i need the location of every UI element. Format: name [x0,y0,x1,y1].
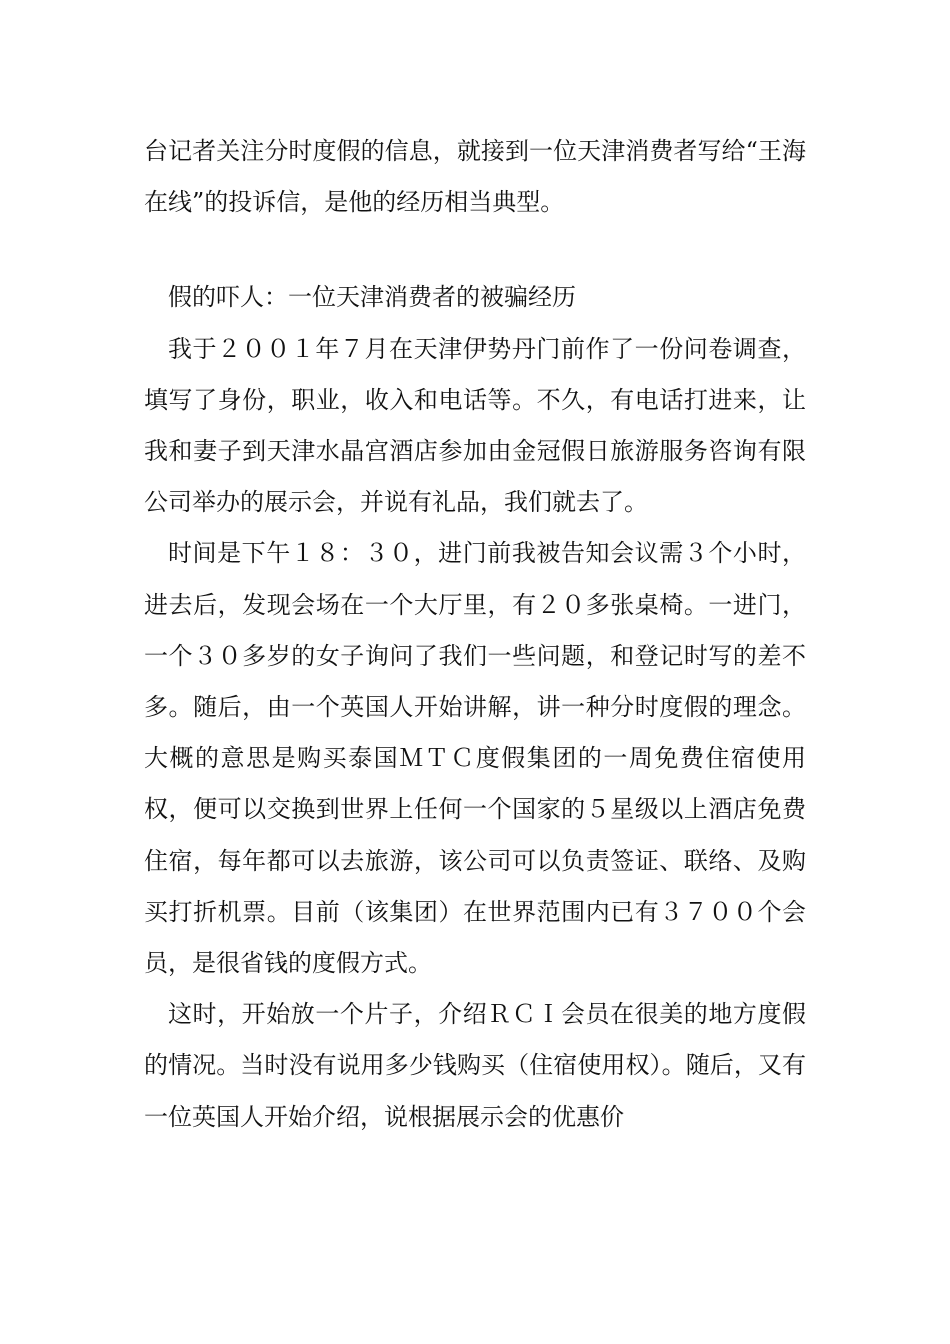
body-paragraph-2: 时间是下午１８：３０，进门前我被告知会议需３个小时，进去后，发现会场在一个大厅里，有２０多张桌椅。一进门，一个３０多岁的女子询问了我们一些问题，和登记时写的差不多。随后，由一个英国人开始讲解，讲一种分时度假的理念。大概的意思是购买泰国ＭＴＣ度假集团的一周免费住宿使用权，便可以交换到世界上任何一个国家的５星级以上酒店免费住宿，每年都可以去旅游，该公司可以负责签证、联络、及购买打折机票。目前（该集团）在世界范围内已有３７００个会员，是很省钱的度假方式。 [144,539,806,978]
intro-paragraph: 台记者关注分时度假的信息，就接到一位天津消费者写给“王海在线”的投诉信，是他的经历相当典型。 [144,137,806,217]
section-heading: 假的吓人：一位天津消费者的被骗经历 [168,283,576,312]
article-body [144,126,806,1143]
body-paragraph-1: 我于２００１年７月在天津伊势丹门前作了一份问卷调查，填写了身份，职业，收入和电话等。不久，有电话打进来，让我和妻子到天津水晶宫酒店参加由金冠假日旅游服务咨询有限公司举办的展示会，并说有礼品，我们就去了。 [144,334,806,517]
paragraph-spacer [144,228,806,272]
body-paragraph-3: 这时，开始放一个片子，介绍ＲＣＩ会员在很美的地方度假的情况。当时没有说用多少钱购买（住宿使用权）。随后，又有一位英国人开始介绍，说根据展示会的优惠价 [144,1000,806,1131]
